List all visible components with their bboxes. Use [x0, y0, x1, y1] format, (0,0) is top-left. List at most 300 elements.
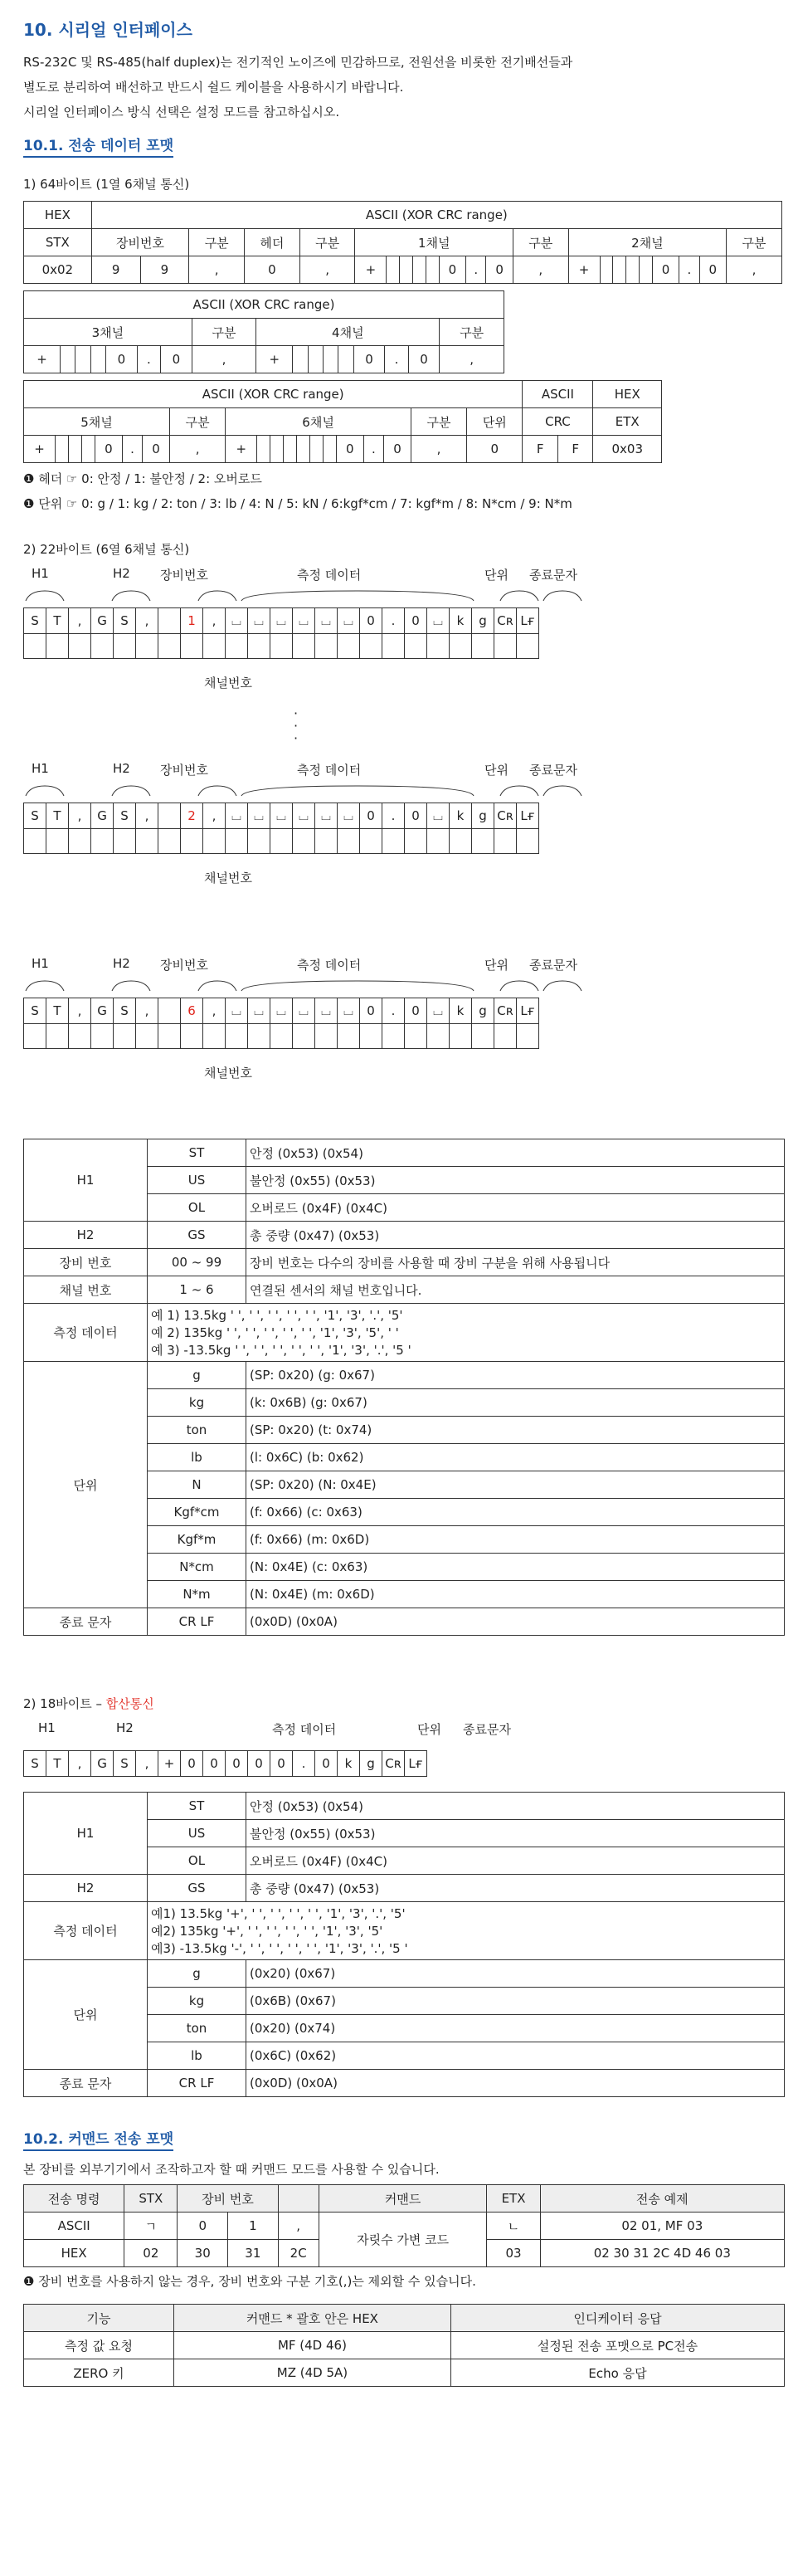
- cell: 0x03: [593, 436, 662, 463]
- cell: .: [122, 436, 142, 463]
- cell: 연결된 센서의 채널 번호입니다.: [246, 1276, 785, 1304]
- cell: HEX: [24, 2240, 124, 2267]
- cell: 구분: [411, 408, 466, 436]
- cell: H2: [24, 1875, 148, 1902]
- frame-cell-empty: [382, 633, 405, 659]
- cell: MZ (4D 5A): [173, 2359, 450, 2387]
- frame-cell: ⌴: [337, 803, 360, 829]
- command-table: [23, 2184, 785, 2267]
- cell: GS: [148, 1875, 246, 1902]
- frame-cells: [23, 998, 538, 1024]
- frame-cell: 0: [359, 998, 382, 1024]
- frame-cell-empty: [337, 1023, 360, 1049]
- frame-cell-empty: [158, 828, 181, 854]
- cell: OL: [148, 1847, 246, 1875]
- note-device: ❶ 장비 번호를 사용하지 않는 경우, 장비 번호와 구분 기호(,)는 제외할 수 있습니다.: [23, 2274, 476, 2289]
- brace: [543, 591, 581, 601]
- info-table-1: [23, 1139, 785, 1636]
- frame-cell: k: [449, 803, 472, 829]
- cell: 단위: [24, 1362, 148, 1608]
- frame-cells: [23, 803, 538, 829]
- frame-cell: +: [158, 1750, 181, 1777]
- frame-cell: Lғ: [516, 803, 539, 829]
- intro-line-2: 별도로 분리하여 배선하고 반드시 쉴드 케이블을 사용하시기 바랍니다.: [23, 80, 404, 95]
- frame-cell-empty: [247, 633, 270, 659]
- frame-label: 단위: [484, 958, 508, 973]
- frame-cell: ,: [135, 998, 158, 1024]
- frame-cell: T: [46, 607, 69, 634]
- cell: N*m: [148, 1581, 246, 1608]
- cell: 03: [487, 2240, 540, 2267]
- frame-cell: k: [449, 607, 472, 634]
- frame-cell: S: [113, 1750, 136, 1777]
- frame-cell-empty: [202, 633, 226, 659]
- frame-cell: 0: [359, 803, 382, 829]
- cmd-intro: 본 장비를 외부기기에서 조작하고자 할 때 커맨드 모드를 사용할 수 있습니다.: [23, 2162, 440, 2177]
- frame-cell-empty: [247, 828, 270, 854]
- frame-cell: ,: [68, 803, 91, 829]
- frame-cell: g: [471, 803, 494, 829]
- cell: 전송 명령: [24, 2185, 124, 2213]
- frame-cell: G: [90, 803, 114, 829]
- frame-cells: [23, 1750, 426, 1777]
- frame-cell-empty: [292, 633, 315, 659]
- cell: 02 01, MF 03: [540, 2213, 784, 2240]
- cell: 0: [336, 436, 363, 463]
- frame-cell: ⌴: [337, 998, 360, 1024]
- measure-example: 예2) 135kg '+', ' ', ' ', ' ', ' ', '1', '3', '5': [151, 1924, 383, 1939]
- cell: 측정 데이터: [24, 1304, 148, 1362]
- cell: 0: [486, 256, 513, 284]
- cell: N*cm: [148, 1554, 246, 1581]
- ellipsis-dot: ·: [294, 718, 299, 734]
- cell: ㄴ: [487, 2213, 540, 2240]
- sub-18byte-text: 2) 18바이트 –: [23, 1696, 106, 1711]
- cell: 0: [106, 346, 138, 373]
- frame-cell-empty: [202, 1023, 226, 1049]
- frame-cell-empty: [90, 1023, 114, 1049]
- frame-cell: S: [23, 607, 46, 634]
- cell: (SP: 0x20) (t: 0x74): [246, 1417, 785, 1444]
- frame-cell-empty: [225, 1023, 248, 1049]
- cell: 2C: [278, 2240, 319, 2267]
- frame-cell-empty: [270, 828, 293, 854]
- frame-cell: S: [23, 803, 46, 829]
- frame-label: H2: [113, 956, 130, 971]
- measure-example: 예1) 13.5kg '+', ' ', ' ', ' ', ' ', '1', '3', '.', '5': [151, 1906, 406, 1921]
- frame-cell: 0: [359, 607, 382, 634]
- frame-cell: ⌴: [225, 803, 248, 829]
- frame-cell: Cʀ: [494, 998, 517, 1024]
- cell: 장비번호: [91, 229, 189, 256]
- format-table-2: [23, 290, 504, 373]
- cell: 3채널: [24, 319, 192, 346]
- frame-cell-empty: [359, 633, 382, 659]
- frame-cell: G: [90, 1750, 114, 1777]
- frame-label: 종료문자: [529, 763, 577, 778]
- frame-label: 단위: [484, 763, 508, 778]
- frame-cell-empty: [471, 633, 494, 659]
- frame-cell: S: [113, 803, 136, 829]
- cell: 0: [245, 256, 300, 284]
- frame-cell-empty: [516, 828, 539, 854]
- frame-cell: ⌴: [337, 607, 360, 634]
- frame-cell-empty: [225, 633, 248, 659]
- cell: (f: 0x66) (c: 0x63): [246, 1499, 785, 1526]
- frame-diagram-18: [23, 1720, 785, 1787]
- cell: 기능: [24, 2305, 174, 2332]
- cell: .: [363, 436, 383, 463]
- cell: 0: [143, 436, 170, 463]
- cell: F: [557, 436, 593, 463]
- cell: .: [137, 346, 160, 373]
- cell: F: [523, 436, 558, 463]
- frame-label: H1: [38, 1720, 56, 1735]
- cell: (0x6C) (0x62): [246, 2042, 785, 2070]
- cell: 0: [95, 436, 122, 463]
- frame-cell-empty: [359, 1023, 382, 1049]
- frame-cell-empty: [426, 828, 450, 854]
- frame-cell: ⌴: [292, 607, 315, 634]
- cell: 구분: [192, 319, 255, 346]
- info-table-2: [23, 1792, 785, 2097]
- cell: 오버로드 (0x4F) (0x4C): [246, 1194, 785, 1222]
- frame-1: [23, 566, 785, 724]
- cell: +: [256, 346, 293, 373]
- frame-cell-empty: [113, 633, 136, 659]
- frame-cell: ⌴: [314, 803, 338, 829]
- cell: 채널 번호: [24, 1276, 148, 1304]
- cell: +: [226, 436, 257, 463]
- frame-cell: ⌴: [270, 607, 293, 634]
- frame-cell-empty: [90, 633, 114, 659]
- cell: ,: [440, 346, 504, 373]
- frame-label: 측정 데이터: [297, 958, 362, 973]
- cell: CR LF: [148, 2070, 246, 2097]
- cell: g: [148, 1960, 246, 1988]
- note-unit: ❶ 단위 ☞ 0: g / 1: kg / 2: ton / 3: lb / 4: N / 5: kN / 6:kgf*cm / 7: kgf*m / 8: N*cm / 9: N*m: [23, 496, 572, 511]
- cell: ST: [148, 1139, 246, 1167]
- frame-label: H2: [116, 1720, 134, 1735]
- frame-2: [23, 761, 785, 919]
- frame-cell-empty: [471, 1023, 494, 1049]
- cell: 02 30 31 2C 4D 46 03: [540, 2240, 784, 2267]
- frame-cell-empty: [404, 1023, 427, 1049]
- frame-cell-empty: [404, 828, 427, 854]
- cell: CRC: [523, 408, 593, 436]
- frame-cell-empty: [180, 1023, 203, 1049]
- ellipsis-dot: ·: [294, 730, 299, 746]
- frame-cell: ⌴: [292, 998, 315, 1024]
- format-table-3: [23, 380, 662, 463]
- cell: 9: [140, 256, 189, 284]
- frame-cell-empty: [135, 633, 158, 659]
- frame-cell: ,: [135, 803, 158, 829]
- frame-cell: .: [382, 607, 405, 634]
- frame-cell: Cʀ: [494, 803, 517, 829]
- brace: [500, 591, 538, 601]
- frame-cell: ,: [68, 607, 91, 634]
- format-table-1: [23, 201, 782, 284]
- section-10-2: 10.2. 커맨드 전송 포맷: [23, 2127, 173, 2151]
- cell: ,: [299, 256, 355, 284]
- frame-cell: 0: [202, 1750, 226, 1777]
- cell: ASCII (XOR CRC range): [24, 291, 504, 319]
- brace: [241, 591, 474, 601]
- frame-diagrams: [23, 566, 785, 1114]
- cell: 측정 데이터: [24, 1902, 148, 1960]
- cell: (0x0D) (0x0A): [246, 1608, 785, 1636]
- cell: US: [148, 1167, 246, 1194]
- page: [23, 10, 785, 2387]
- frame-cell: ⌴: [426, 803, 450, 829]
- brace: [112, 786, 150, 796]
- cell: H1: [24, 1793, 148, 1875]
- frame-cell-empty: [202, 828, 226, 854]
- measure-example: 예 2) 135kg ' ', ' ', ' ', ' ', ' ', '1', '3', '5', ' ': [151, 1325, 399, 1340]
- frame-label: H2: [113, 761, 130, 776]
- frame-cell: k: [449, 998, 472, 1024]
- frame-cell: ,: [68, 998, 91, 1024]
- frame-cell: 2: [180, 803, 203, 829]
- frame-label: 종료문자: [463, 1722, 511, 1737]
- frame-cell-empty: [449, 1023, 472, 1049]
- frame-label: 측정 데이터: [297, 568, 362, 583]
- cell: ,: [727, 256, 782, 284]
- cell: 총 중량 (0x47) (0x53): [246, 1875, 785, 1902]
- channel-label: 채널번호: [204, 676, 252, 690]
- cell: 인디케이터 응답: [450, 2305, 784, 2332]
- frame-cell: ⌴: [225, 998, 248, 1024]
- brace: [543, 786, 581, 796]
- brace: [500, 786, 538, 796]
- cell: 오버로드 (0x4F) (0x4C): [246, 1847, 785, 1875]
- frame-cell: 0: [404, 607, 427, 634]
- cell: +: [24, 436, 56, 463]
- cell: 0: [699, 256, 727, 284]
- cell: .: [385, 346, 408, 373]
- frame-cell-empty: [382, 1023, 405, 1049]
- frame-cell-empty: [247, 1023, 270, 1049]
- cell: ZERO 키: [24, 2359, 174, 2387]
- brace: [500, 981, 538, 991]
- frame-cell: Cʀ: [382, 1750, 405, 1777]
- frame-label: 측정 데이터: [297, 763, 362, 778]
- cell: 1: [228, 2213, 279, 2240]
- frame-cell: 0: [404, 803, 427, 829]
- frame-cell: .: [382, 998, 405, 1024]
- cell: CR LF: [148, 1608, 246, 1636]
- cell: Echo 응답: [450, 2359, 784, 2387]
- cell: kg: [148, 1389, 246, 1417]
- cell: 안정 (0x53) (0x54): [246, 1793, 785, 1820]
- cell: +: [355, 256, 387, 284]
- cell: (0x6B) (0x67): [246, 1988, 785, 2015]
- channel-label: 채널번호: [204, 871, 252, 886]
- cell: US: [148, 1820, 246, 1847]
- sub-22byte: 2) 22바이트 (6열 6채널 통신): [23, 542, 190, 557]
- frame-cell-empty: [270, 1023, 293, 1049]
- cell: HEX: [593, 381, 662, 408]
- cell: ASCII (XOR CRC range): [24, 381, 523, 408]
- frame-cell: 0: [225, 1750, 248, 1777]
- frame-label: 측정 데이터: [272, 1722, 337, 1737]
- cell: (l: 0x6C) (b: 0x62): [246, 1444, 785, 1471]
- cell: Kgf*m: [148, 1526, 246, 1554]
- frame-cell: ,: [135, 607, 158, 634]
- cell: ,: [192, 346, 255, 373]
- cell: 구분: [169, 408, 225, 436]
- frame-cell: S: [23, 998, 46, 1024]
- frame-cell-empty: [90, 828, 114, 854]
- frame-cell-empty: [494, 1023, 517, 1049]
- cell: STX: [124, 2185, 178, 2213]
- cell: 안정 (0x53) (0x54): [246, 1139, 785, 1167]
- frame-label: 장비번호: [160, 568, 208, 583]
- measure-example: 예 1) 13.5kg ' ', ' ', ' ', ' ', ' ', '1', '3', '.', '5': [151, 1308, 403, 1323]
- sub-18byte-red: 합산통신: [105, 1696, 154, 1711]
- cell: ,: [411, 436, 466, 463]
- frame-cell: ⌴: [270, 998, 293, 1024]
- frame-cell: ⌴: [247, 998, 270, 1024]
- cell: ASCII (XOR CRC range): [91, 202, 781, 229]
- cell: +: [24, 346, 61, 373]
- frame-cell: ,: [68, 1750, 91, 1777]
- cell: +: [568, 256, 600, 284]
- frame-cell: S: [23, 1750, 46, 1777]
- frame-label: H1: [32, 761, 49, 776]
- cell: 6채널: [226, 408, 411, 436]
- frame-cell: 0: [247, 1750, 270, 1777]
- frame-label: 단위: [484, 568, 508, 583]
- frame-cell-empty: [449, 633, 472, 659]
- cell: 5채널: [24, 408, 170, 436]
- cell: 측정 값 요청: [24, 2332, 174, 2359]
- frame-cell: k: [337, 1750, 360, 1777]
- frame-cell: S: [113, 607, 136, 634]
- cell: ton: [148, 2015, 246, 2042]
- cell: 2채널: [568, 229, 726, 256]
- cell: [148, 1304, 785, 1362]
- frame-cell: 0: [180, 1750, 203, 1777]
- frame-cell: g: [471, 998, 494, 1024]
- cell: ASCII: [523, 381, 593, 408]
- cell: (0x0D) (0x0A): [246, 2070, 785, 2097]
- frame-cell-empty: [270, 633, 293, 659]
- sub-64byte: 1) 64바이트 (1열 6채널 통신): [23, 177, 190, 192]
- cell: H2: [24, 1222, 148, 1249]
- measure-example: 예 3) -13.5kg ' ', ' ', ' ', ' ', ' ', '1', '3', '.', '5 ': [151, 1343, 411, 1358]
- cell: 자릿수 가변 코드: [319, 2213, 487, 2267]
- frame-cell-empty: [494, 633, 517, 659]
- measure-example: 예3) -13.5kg '-', ' ', ' ', ' ', ' ', '1', '3', '.', '5 ': [151, 1941, 408, 1956]
- cell: MF (4D 46): [173, 2332, 450, 2359]
- ellipsis-dot: ·: [294, 705, 299, 721]
- intro-line-1: RS-232C 및 RS-485(half duplex)는 전기적인 노이즈에 민감하므로, 전원선을 비롯한 전기배선들과: [23, 55, 573, 70]
- cell: 단위: [24, 1960, 148, 2070]
- frame-cell-empty: [382, 828, 405, 854]
- frame-cell: Lғ: [516, 998, 539, 1024]
- cell: 1 ~ 6: [148, 1276, 246, 1304]
- frame-cell: ,: [202, 607, 226, 634]
- cell: 00 ~ 99: [148, 1249, 246, 1276]
- cell: 장비 번호: [178, 2185, 278, 2213]
- frame-cell-empty: [180, 828, 203, 854]
- cell: 0: [353, 346, 385, 373]
- cell: 구분: [727, 229, 782, 256]
- cell: 0: [652, 256, 679, 284]
- frame-cell-empty: [314, 828, 338, 854]
- cell: 단위: [467, 408, 523, 436]
- cell: 0x02: [24, 256, 92, 284]
- frame-cell-empty: [68, 1023, 91, 1049]
- cell: 구분: [440, 319, 504, 346]
- cell: lb: [148, 1444, 246, 1471]
- frame-cell: ⌴: [247, 607, 270, 634]
- frame-cell-empty: [46, 633, 69, 659]
- frame-label: 단위: [417, 1722, 441, 1737]
- frame-label: 종료문자: [529, 568, 577, 583]
- brace: [241, 786, 474, 796]
- frame-cell-empty: [158, 633, 181, 659]
- cell: 9: [91, 256, 140, 284]
- frame-cell-empty: [225, 828, 248, 854]
- frame-cell: ⌴: [426, 998, 450, 1024]
- section-10-1: 10.1. 전송 데이터 포맷: [23, 134, 173, 158]
- cell: ,: [189, 256, 245, 284]
- cell: (k: 0x6B) (g: 0x67): [246, 1389, 785, 1417]
- brace: [112, 591, 150, 601]
- frame-cell-empty: [359, 828, 382, 854]
- frame-cell-empty: [426, 633, 450, 659]
- cell: (SP: 0x20) (g: 0x67): [246, 1362, 785, 1389]
- brace: [198, 591, 236, 601]
- frame-cell: [158, 607, 181, 634]
- frame-cell-empty: [494, 828, 517, 854]
- brace: [26, 981, 64, 991]
- frame-cell-empty: [135, 1023, 158, 1049]
- frame-cell-empty: [113, 828, 136, 854]
- frame-cell: Lғ: [516, 607, 539, 634]
- cell: 불안정 (0x55) (0x53): [246, 1820, 785, 1847]
- cell: 커맨드: [319, 2185, 487, 2213]
- frame-cells: [23, 607, 538, 634]
- frame-cell: T: [46, 1750, 69, 1777]
- frame-cell: T: [46, 998, 69, 1024]
- cell: HEX: [24, 202, 92, 229]
- cell: 구분: [189, 229, 245, 256]
- cell: 0: [439, 256, 466, 284]
- cell: 장비 번호는 다수의 장비를 사용할 때 장비 구분을 위해 사용됩니다: [246, 1249, 785, 1276]
- function-table: [23, 2304, 785, 2387]
- note-header: ❶ 헤더 ☞ 0: 안정 / 1: 불안정 / 2: 오버로드: [23, 471, 262, 486]
- frame-cell-empty: [180, 633, 203, 659]
- frame-cell-empty: [292, 828, 315, 854]
- intro-line-3: 시리얼 인터페이스 방식 선택은 설정 모드를 참고하십시오.: [23, 105, 340, 120]
- frame-cell: ⌴: [247, 803, 270, 829]
- frame-cell-empty: [23, 633, 46, 659]
- frame-cell-empty: [23, 1023, 46, 1049]
- cell: .: [466, 256, 486, 284]
- cell: 0: [178, 2213, 228, 2240]
- cell: ton: [148, 1417, 246, 1444]
- cell: 31: [228, 2240, 279, 2267]
- cell: (N: 0x4E) (c: 0x63): [246, 1554, 785, 1581]
- frame-cells-empty: [23, 633, 538, 659]
- cell: ST: [148, 1793, 246, 1820]
- cell: 커맨드 * 괄호 안은 HEX: [173, 2305, 450, 2332]
- frame-cell: G: [90, 998, 114, 1024]
